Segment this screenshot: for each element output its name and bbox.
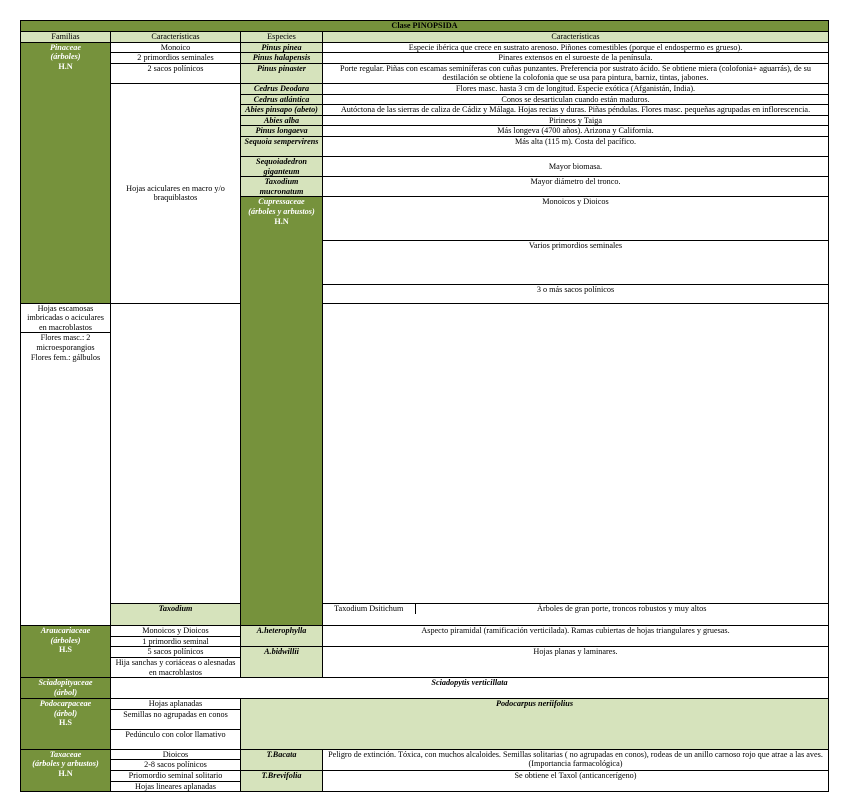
species-desc: Especie ibérica que crece en sustrato arenoso. Piñones comestibles (porque el endospermo es grueso).	[323, 42, 829, 53]
header-caracteristicas-2: Características	[323, 32, 829, 43]
species-desc: Porte regular. Piñas con escamas seminíferas con cuñas punzantes. Preferencia por sustrato ácido. Se obtiene miera (colofonia+ aguarrás), de su destilación se obtiene la colofonia que se usa para pintura, barniz, tintas, jabones.	[323, 63, 829, 83]
species-desc: Conos se desarticulan cuando están maduros.	[323, 94, 829, 105]
trait: Hija sanchas y coriáceas o alesnadas en macroblastos	[111, 658, 241, 678]
pinopsida-document	[20, 20, 828, 792]
family-sub: (árbol)	[53, 687, 78, 697]
taxodium-desc: Árboles de gran porte, troncos robustos y muy altos	[537, 604, 707, 614]
trait: Monoico	[111, 42, 241, 53]
family-name: Cupressaceae	[258, 197, 305, 207]
trait: Priomordio seminal solitario	[111, 771, 241, 782]
trait: Hojas aplanadas	[111, 699, 241, 710]
family-sub: (árbol)	[53, 708, 78, 718]
trait: Varios primordios seminales	[323, 240, 829, 284]
trait: Dioicos	[111, 749, 241, 760]
species-desc: Mayor biomasa.	[323, 156, 829, 176]
trait: Monoicos y Dioicos	[111, 626, 241, 637]
taxodium-cell	[323, 604, 829, 626]
species-name: Pinus pinea	[241, 42, 323, 53]
family-cupressaceae	[241, 197, 323, 626]
trait-flores: Flores masc.: 2 microesporangios Flores fem.: gálbulos	[21, 333, 111, 626]
family-podocarpaceae	[21, 699, 111, 750]
species-name: A.heterophylla	[241, 626, 323, 647]
species-desc: Aspecto piramidal (ramificación verticilada). Ramas cubiertas de hojas triangulares y gruesas.	[323, 626, 829, 647]
species-name: Sequoiadedron giganteum	[241, 156, 323, 176]
trait: Hojas escamosas imbricadas o aciculares en macroblastos	[21, 303, 111, 333]
species-name: Cedrus Deodara	[241, 83, 323, 94]
species-name: T.Bacata	[241, 749, 323, 770]
species-name: Pinus pinaster	[241, 63, 323, 83]
family-araucariaceae	[21, 626, 111, 678]
family-sub: (árboles)	[50, 52, 81, 62]
species-desc: Hojas planas y laminares.	[323, 647, 829, 678]
species-desc: Más alta (115 m). Costa del pacífico.	[323, 136, 829, 156]
species-name: T.Brevifolia	[241, 771, 323, 792]
trait: 2 sacos polínicos	[111, 63, 241, 83]
species-name: Taxodium	[111, 604, 241, 626]
species-desc: Se obtiene el Taxol (anticancerígeno)	[323, 771, 829, 792]
species-name: Sequoia sempervirens	[241, 136, 323, 156]
family-sub: (árboles)	[50, 635, 81, 645]
trait: Hojas lineares aplanadas	[111, 781, 241, 792]
species-desc: Más longeva (4700 años). Arizona y California.	[323, 126, 829, 137]
species-desc: Peligro de extinción. Tóxica, con muchos alcaloides. Semillas solitarias ( no agrupadas en conos), rodeas de un anillo carnoso rojo que atrae a las aves.(Importancia farmacológica)	[323, 749, 829, 770]
trait: Monoicos y Dioicos	[323, 197, 829, 241]
taxodium-subtable	[323, 604, 828, 614]
trait: Hojas aciculares en macro y/o braquiblastos	[111, 83, 241, 303]
species-desc: Mayor diámetro del tronco.	[323, 177, 829, 197]
family-sciadopityaceae	[21, 678, 111, 699]
family-code: H.N	[58, 769, 73, 778]
family-sub: (árboles y arbustos)	[32, 759, 99, 769]
family-code: H.N	[274, 216, 289, 226]
family-name: Sciadopityaceae	[38, 678, 93, 688]
species-name: Abies alba	[241, 115, 323, 126]
species-desc: Flores masc. hasta 3 cm de longitud. Especie exótica (Afganistán, India).	[323, 83, 829, 94]
trait: 2 primordios seminales	[111, 53, 241, 64]
table-title: Clase PINOPSIDA	[21, 21, 829, 32]
species-name: Taxodium mucronatum	[241, 177, 323, 197]
trait: 3 o más sacos polínicos	[323, 284, 829, 303]
family-pinaceae	[21, 42, 111, 303]
pinopsida-table	[20, 20, 829, 792]
family-name: Taxaceae	[49, 749, 82, 759]
species-desc: Pinares extensos en el suroeste de la península.	[323, 53, 829, 64]
trait: 5 sacos polínicos	[111, 647, 241, 658]
trait: 2-8 sacos polínicos	[111, 760, 241, 771]
species-name: Pinus longaeva	[241, 126, 323, 137]
family-code: H.N	[58, 61, 73, 71]
species-name: Sciadopytis verticillata	[111, 678, 829, 699]
family-name: Pinaceae	[50, 42, 81, 52]
family-sub: (árboles y arbustos)	[248, 206, 315, 216]
family-name: Podocarpaceae	[39, 699, 92, 709]
species-name: Pinus halapensis	[241, 53, 323, 64]
family-taxaceae	[21, 749, 111, 791]
family-name: Araucariaceae	[40, 626, 91, 636]
family-code: H.S	[59, 645, 72, 655]
trait: Pedúnculo con color llamativo	[111, 729, 241, 749]
family-code: H.S	[59, 718, 72, 728]
header-especies: Especies	[241, 32, 323, 43]
header-caracteristicas: Características	[111, 32, 241, 43]
species-desc: Autóctona de las sierras de caliza de Cádiz y Málaga. Hojas recias y duras. Piñas péndulas. Flores masc. pequeñas agrupadas en inflorescencia.	[323, 105, 829, 116]
taxodium-subspecies: Taxodium Dsitichum	[323, 604, 415, 614]
species-name: A.bidwillii	[241, 647, 323, 678]
species-desc: Pirineos y Taiga	[323, 115, 829, 126]
species-name: Podocarpus neriifolius	[241, 699, 829, 750]
species-name: Abies pinsapo (abeto)	[241, 105, 323, 116]
species-name: Cedrus atlántica	[241, 94, 323, 105]
trait: Semillas no agrupadas en conos	[111, 709, 241, 729]
header-familias: Familias	[21, 32, 111, 43]
trait: 1 primordio seminal	[111, 636, 241, 647]
